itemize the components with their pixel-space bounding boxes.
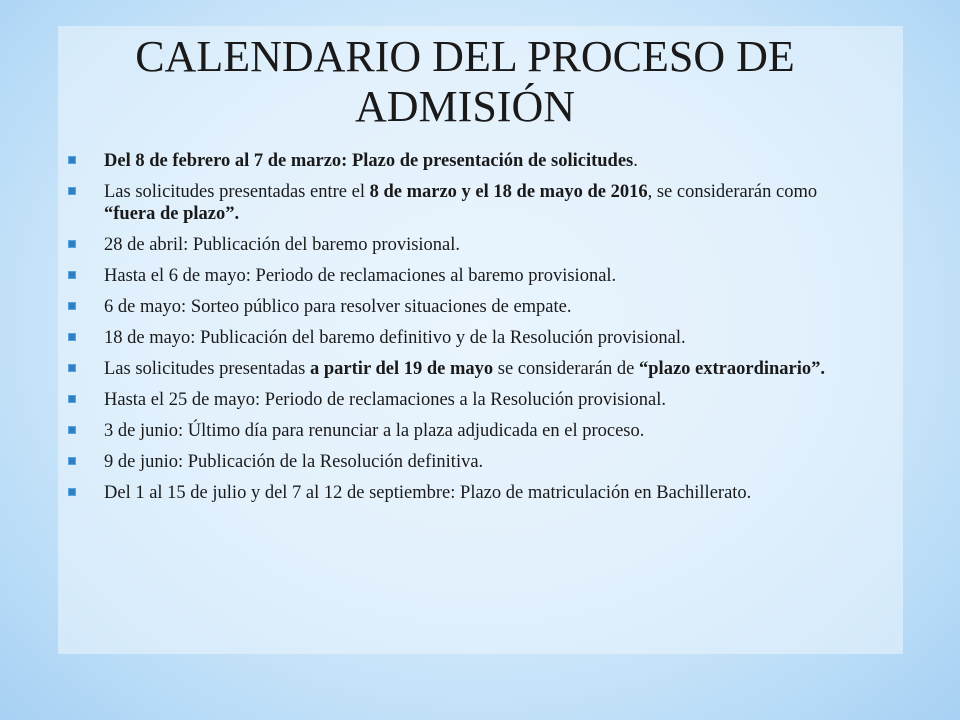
square-bullet-icon — [68, 156, 76, 164]
item-text: Hasta el 6 de mayo: Periodo de reclamaciones al baremo provisional. — [104, 266, 617, 286]
item-text: , se considerarán como — [647, 182, 818, 202]
item-text: . — [633, 151, 638, 171]
item-text: 9 de junio: Publicación de la Resolución definitiva. — [104, 452, 484, 472]
list-item — [68, 420, 848, 442]
list-item — [68, 234, 848, 256]
square-bullet-icon — [68, 302, 76, 310]
item-bold-text: 8 de marzo y el 18 de mayo de 2016 — [369, 182, 648, 202]
square-bullet-icon — [68, 333, 76, 341]
square-bullet-icon — [68, 240, 76, 248]
list-item — [68, 181, 848, 225]
list-item — [68, 389, 848, 411]
item-text: Del 1 al 15 de julio y del 7 al 12 de septiembre: Plazo de matriculación en Bachillerato. — [104, 483, 752, 503]
item-text: 3 de junio: Último día para renunciar a la plaza adjudicada en el proceso. — [104, 421, 645, 441]
item-text: Las solicitudes presentadas entre el — [104, 182, 370, 202]
square-bullet-icon — [68, 488, 76, 496]
list-item — [68, 358, 848, 380]
list-item — [68, 296, 848, 318]
list-item — [68, 451, 848, 473]
item-bold-text: “fuera de plazo”. — [104, 204, 240, 224]
square-bullet-icon — [68, 364, 76, 372]
square-bullet-icon — [68, 271, 76, 279]
square-bullet-icon — [68, 457, 76, 465]
square-bullet-icon — [68, 395, 76, 403]
square-bullet-icon — [68, 426, 76, 434]
item-bold-text: a partir del 19 de mayo — [310, 359, 494, 379]
slide-title — [60, 32, 870, 132]
item-text: Hasta el 25 de mayo: Periodo de reclamaciones a la Resolución provisional. — [104, 390, 667, 410]
list-item — [68, 265, 848, 287]
item-text: 18 de mayo: Publicación del baremo definitivo y de la Resolución provisional. — [104, 328, 686, 348]
schedule-list — [68, 150, 848, 513]
title-line-2: ADMISIÓN — [355, 82, 575, 131]
list-item — [68, 327, 848, 349]
item-bold-text: Del 8 de febrero al 7 de marzo: Plazo de presentación de solicitudes — [104, 151, 634, 171]
square-bullet-icon — [68, 187, 76, 195]
item-text: 6 de mayo: Sorteo público para resolver situaciones de empate. — [104, 297, 572, 317]
list-item — [68, 150, 848, 172]
item-bold-text: “plazo extraordinario”. — [639, 359, 826, 379]
list-item — [68, 482, 848, 504]
item-text: 28 de abril: Publicación del baremo provisional. — [104, 235, 461, 255]
title-line-1: CALENDARIO DEL PROCESO DE — [135, 32, 795, 81]
item-text: Las solicitudes presentadas — [104, 359, 311, 379]
item-text: se considerarán de — [493, 359, 640, 379]
